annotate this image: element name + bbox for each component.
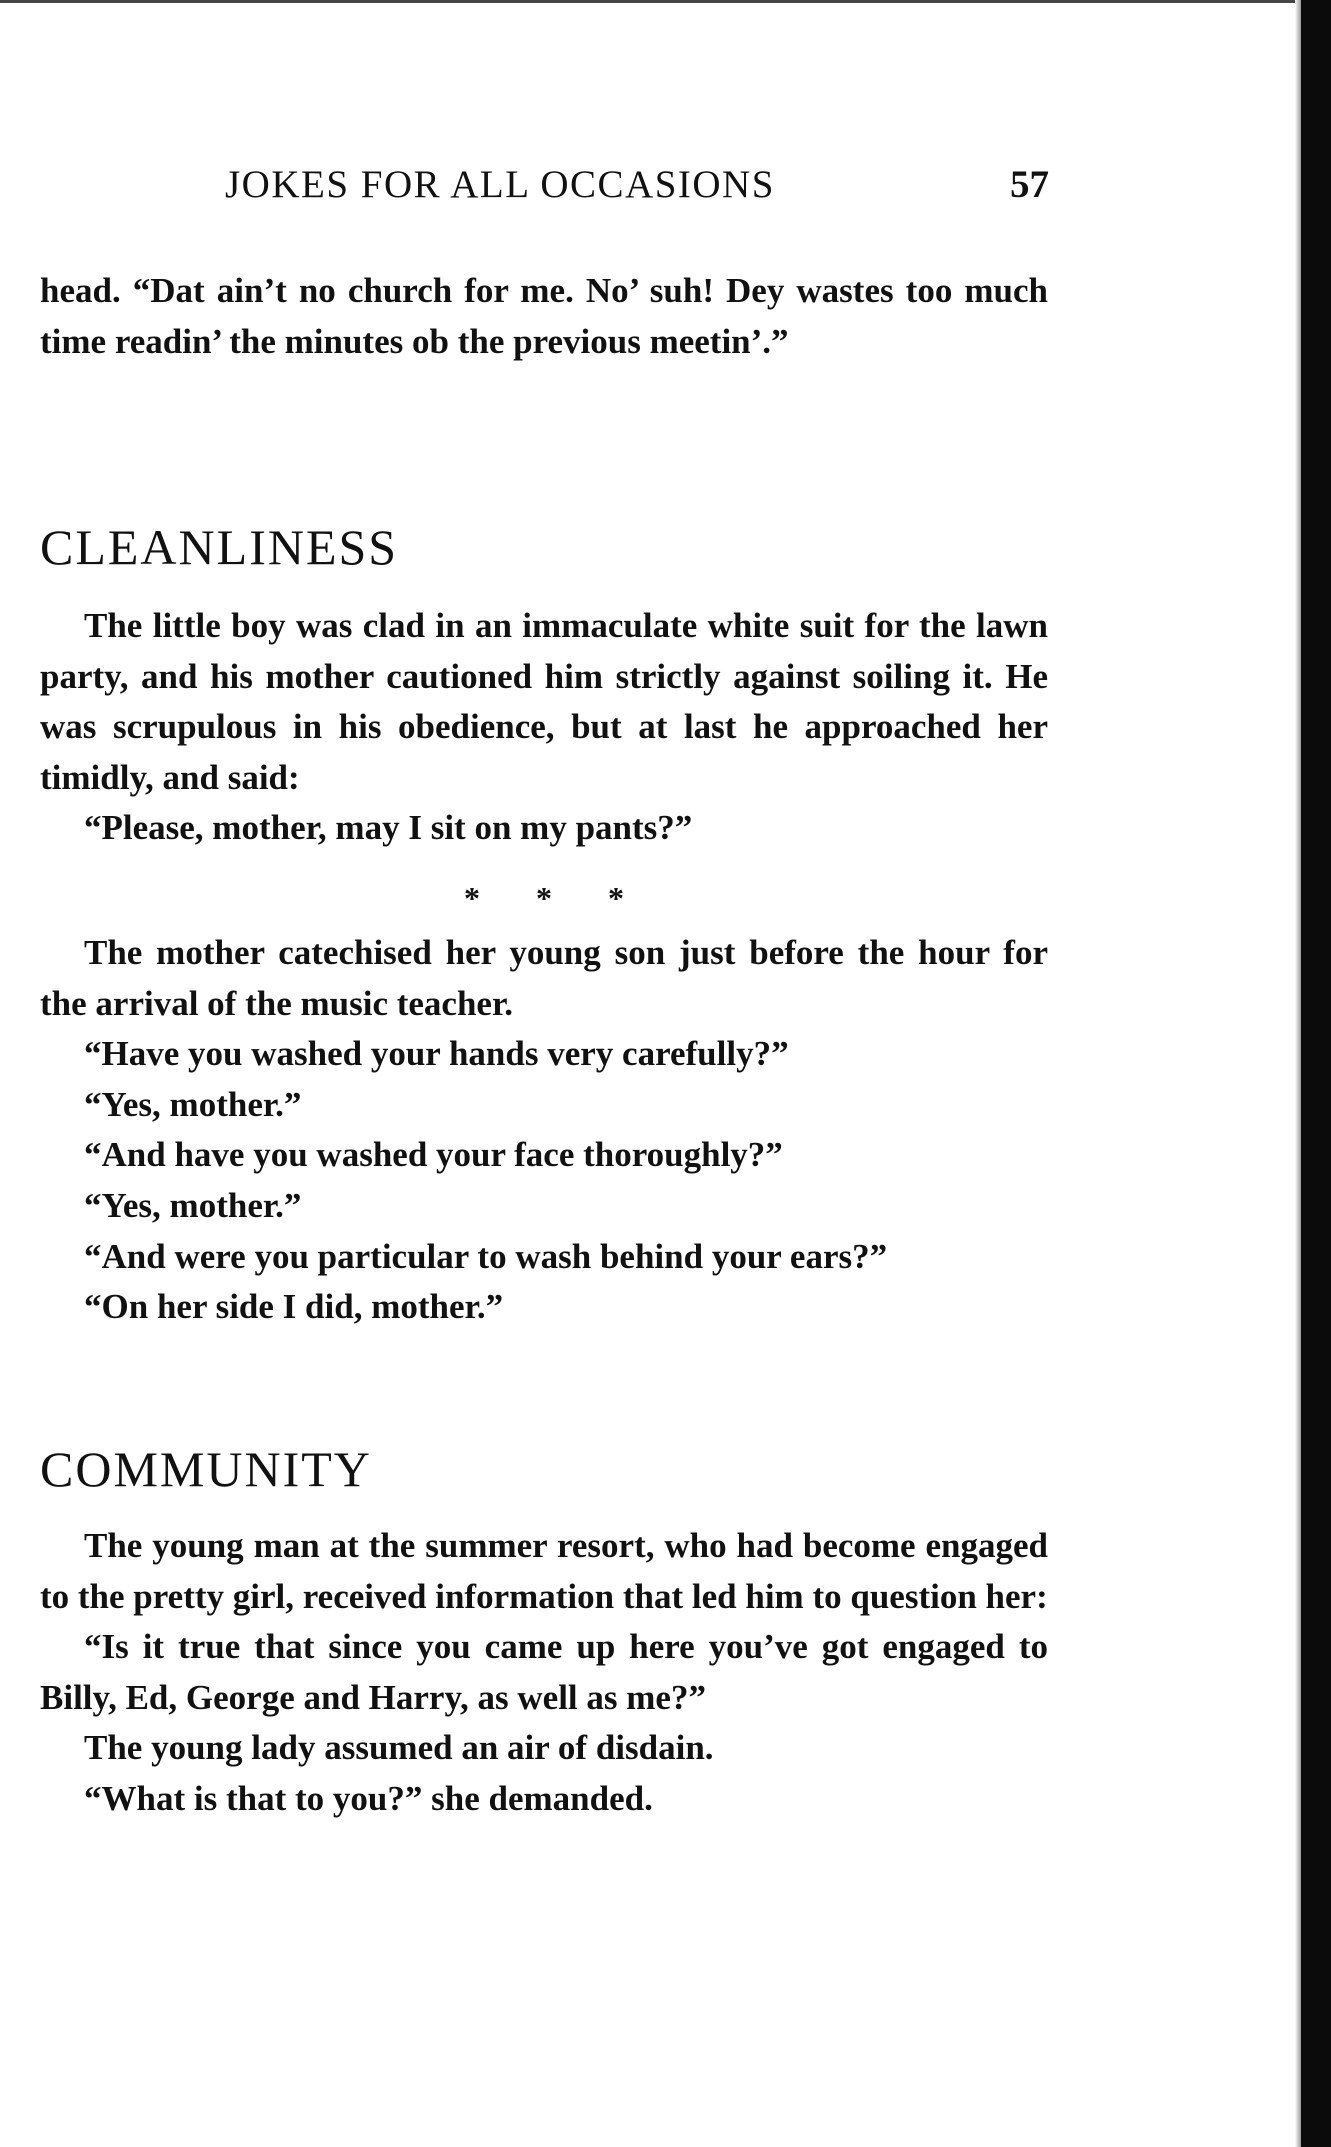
community-joke-1 bbox=[40, 1521, 1048, 1825]
section-heading-community: COMMUNITY bbox=[40, 1441, 372, 1497]
cleanliness-joke-2 bbox=[40, 928, 1048, 1333]
running-head bbox=[225, 162, 1049, 210]
continuation-text bbox=[40, 266, 1048, 367]
paragraph: “What is that to you?” she demanded. bbox=[84, 1778, 653, 1818]
paragraph: The little boy was clad in an immaculate white suit for the lawn party, and his mother cautioned him strictly against soiling it. He was scrupulous in his obedience, but at last he approached her timidly, and said: bbox=[40, 606, 1048, 797]
page-number: 57 bbox=[1010, 163, 1049, 206]
paragraph: “Please, mother, may I sit on my pants?” bbox=[84, 808, 693, 848]
page-edge bbox=[1301, 0, 1331, 2147]
paragraph: The young man at the summer resort, who had become engaged to the pretty girl, received information that led him to question her: bbox=[40, 1526, 1048, 1616]
continuation-paragraph: head. “Dat ain’t no church for me. No’ suh! Dey wastes too much time readin’ the minutes ob the previous meetin’.” bbox=[40, 271, 1048, 361]
page-top-rule bbox=[0, 0, 1331, 3]
dialogue-line: “On her side I did, mother.” bbox=[84, 1287, 504, 1327]
section-separator: * * * bbox=[464, 880, 624, 916]
dialogue-line: “Yes, mother.” bbox=[84, 1185, 302, 1225]
running-title: JOKES FOR ALL OCCASIONS bbox=[225, 163, 775, 206]
section-heading-cleanliness: CLEANLINESS bbox=[40, 519, 399, 575]
dialogue-line: “And were you particular to wash behind your ears?” bbox=[84, 1236, 888, 1276]
dialogue-line: “Have you washed your hands very carefully?” bbox=[84, 1034, 789, 1074]
dialogue-line: “Yes, mother.” bbox=[84, 1084, 302, 1124]
cleanliness-joke-1 bbox=[40, 601, 1048, 854]
dialogue-line: “And have you washed your face thoroughly?” bbox=[84, 1135, 783, 1175]
paragraph: The mother catechised her young son just before the hour for the arrival of the music teacher. bbox=[40, 933, 1048, 1023]
paragraph: The young lady assumed an air of disdain. bbox=[84, 1728, 714, 1768]
paragraph: “Is it true that since you came up here you’ve got engaged to Billy, Ed, George and Harry, as well as me?” bbox=[40, 1627, 1048, 1717]
